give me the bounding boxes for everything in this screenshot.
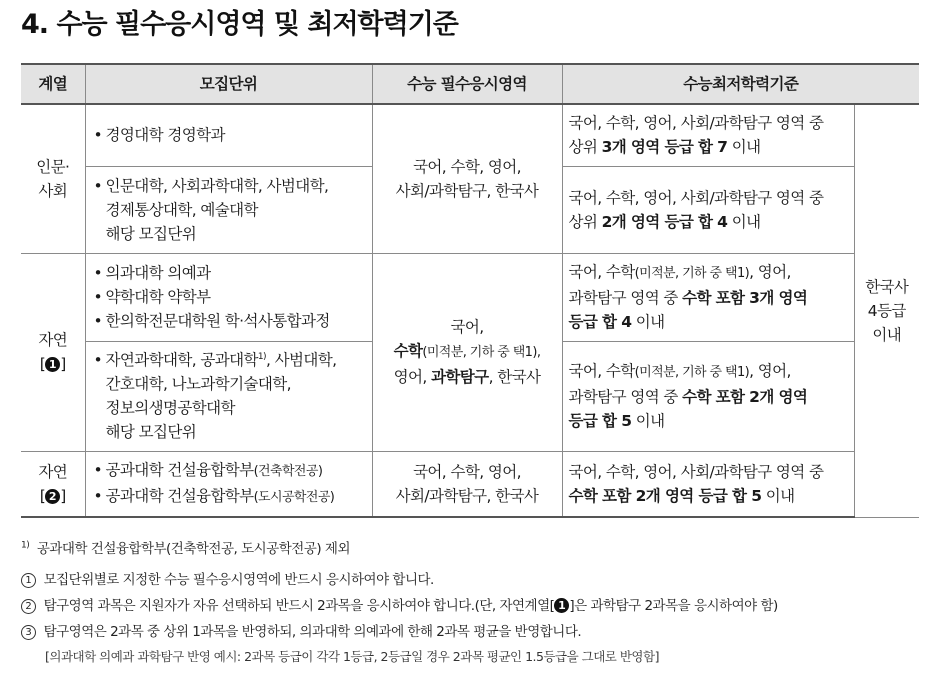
- list-item: • 의과대학 의예과: [92, 261, 372, 285]
- category-humanities: 인문· 사회: [21, 104, 85, 253]
- number-1-icon: 1: [21, 573, 36, 588]
- header-category: 계열: [21, 64, 85, 104]
- recruit-units-humanities: [85, 166, 372, 253]
- page-title: 4. 수능 필수응시영역 및 최저학력기준: [21, 9, 458, 40]
- note-3: 3 탐구영역은 2과목 중 상위 1과목을 반영하되, 의과대학 의예과에 한해 2과목 평균을 반영합니다.: [21, 620, 581, 640]
- criteria-humanities-a: 국어, 수학, 영어, 사회/과학탐구 영역 중 상위 3개 영역 등급 합 7 이내: [562, 104, 854, 166]
- number-2-icon: 2: [21, 599, 36, 614]
- recruit-units-business: [85, 104, 372, 166]
- list-item: • 인문대학, 사회과학대학, 사범대학, 경제통상대학, 예술대학 해당 모집단위: [92, 174, 372, 246]
- recruit-units-construction: [85, 451, 372, 517]
- header-required-subjects: 수능 필수응시영역: [372, 64, 562, 104]
- list-item: • 경영대학 경영학과: [92, 123, 372, 147]
- required-subjects-humanities: 국어, 수학, 영어, 사회/과학탐구, 한국사: [372, 104, 562, 253]
- list-item: • 자연과학대학, 공과대학$^{1)}$, 사범대학, 간호대학, 나노과학기술대학, 정보의생명공학대학 해당 모집단위: [92, 348, 372, 444]
- header-recruit-unit: 모집단위: [85, 64, 372, 104]
- table-row: [21, 451, 919, 517]
- number-3-icon: 3: [21, 625, 36, 640]
- number-1-badge-icon: 1: [45, 357, 60, 372]
- header-minimum-criteria: 수능최저학력기준: [562, 64, 919, 104]
- category-science-1: 자연 [ 1 ]: [21, 253, 85, 451]
- list-item: • 공과대학 건설융합학부(건축학전공): [92, 458, 372, 484]
- table-row: [21, 104, 919, 166]
- table-header-row: [21, 64, 919, 104]
- criteria-science-1-b: 국어, 수학(미적분, 기하 중 택1), 영어, 과학탐구 영역 중 수학 포함 2개 영역 등급 합 5 이내: [562, 341, 854, 451]
- note-3-example: [의과대학 의예과 과학탐구 반영 예시: 2과목 등급이 각각 1등급, 2등급일 경우 2과목 평균인 1.5등급을 그대로 반영함]: [45, 649, 659, 664]
- admission-criteria-table: [21, 63, 919, 518]
- category-science-2: 자연 [ 2 ]: [21, 451, 85, 517]
- korean-history-criteria: 한국사 4등급 이내: [854, 104, 919, 517]
- required-subjects-science-2: 국어, 수학, 영어, 사회/과학탐구, 한국사: [372, 451, 562, 517]
- footnote: $^{1)}$ 공과대학 건설융합학부(건축학전공, 도시공학전공) 제외: [21, 540, 350, 557]
- criteria-science-2: 국어, 수학, 영어, 사회/과학탐구 영역 중 수학 포함 2개 영역 등급 합 5 이내: [562, 451, 854, 517]
- recruit-units-science: [85, 341, 372, 451]
- criteria-humanities-b: 국어, 수학, 영어, 사회/과학탐구 영역 중 상위 2개 영역 등급 합 4 이내: [562, 166, 854, 253]
- list-item: • 공과대학 건설융합학부(도시공학전공): [92, 484, 372, 510]
- number-1-badge-icon: 1: [554, 598, 569, 613]
- recruit-units-medical: [85, 253, 372, 341]
- table-row: [21, 253, 919, 341]
- note-2: 2 탐구영역 과목은 지원자가 자유 선택하되 반드시 2과목을 응시하여야 합니다.(단, 자연계열[ 1 ]은 과학탐구 2과목을 응시하여야 함): [21, 594, 778, 614]
- list-item: • 한의학전문대학원 학·석사통합과정: [92, 309, 372, 333]
- note-1: 1 모집단위별로 지정한 수능 필수응시영역에 반드시 응시하여야 합니다.: [21, 568, 434, 588]
- criteria-science-1-a: 국어, 수학(미적분, 기하 중 택1), 영어, 과학탐구 영역 중 수학 포함 3개 영역 등급 합 4 이내: [562, 253, 854, 341]
- required-subjects-science-1: 국어, 수학(미적분, 기하 중 택1), 영어, 과학탐구, 한국사: [372, 253, 562, 451]
- number-2-badge-icon: 2: [45, 489, 60, 504]
- list-item: • 약학대학 약학부: [92, 285, 372, 309]
